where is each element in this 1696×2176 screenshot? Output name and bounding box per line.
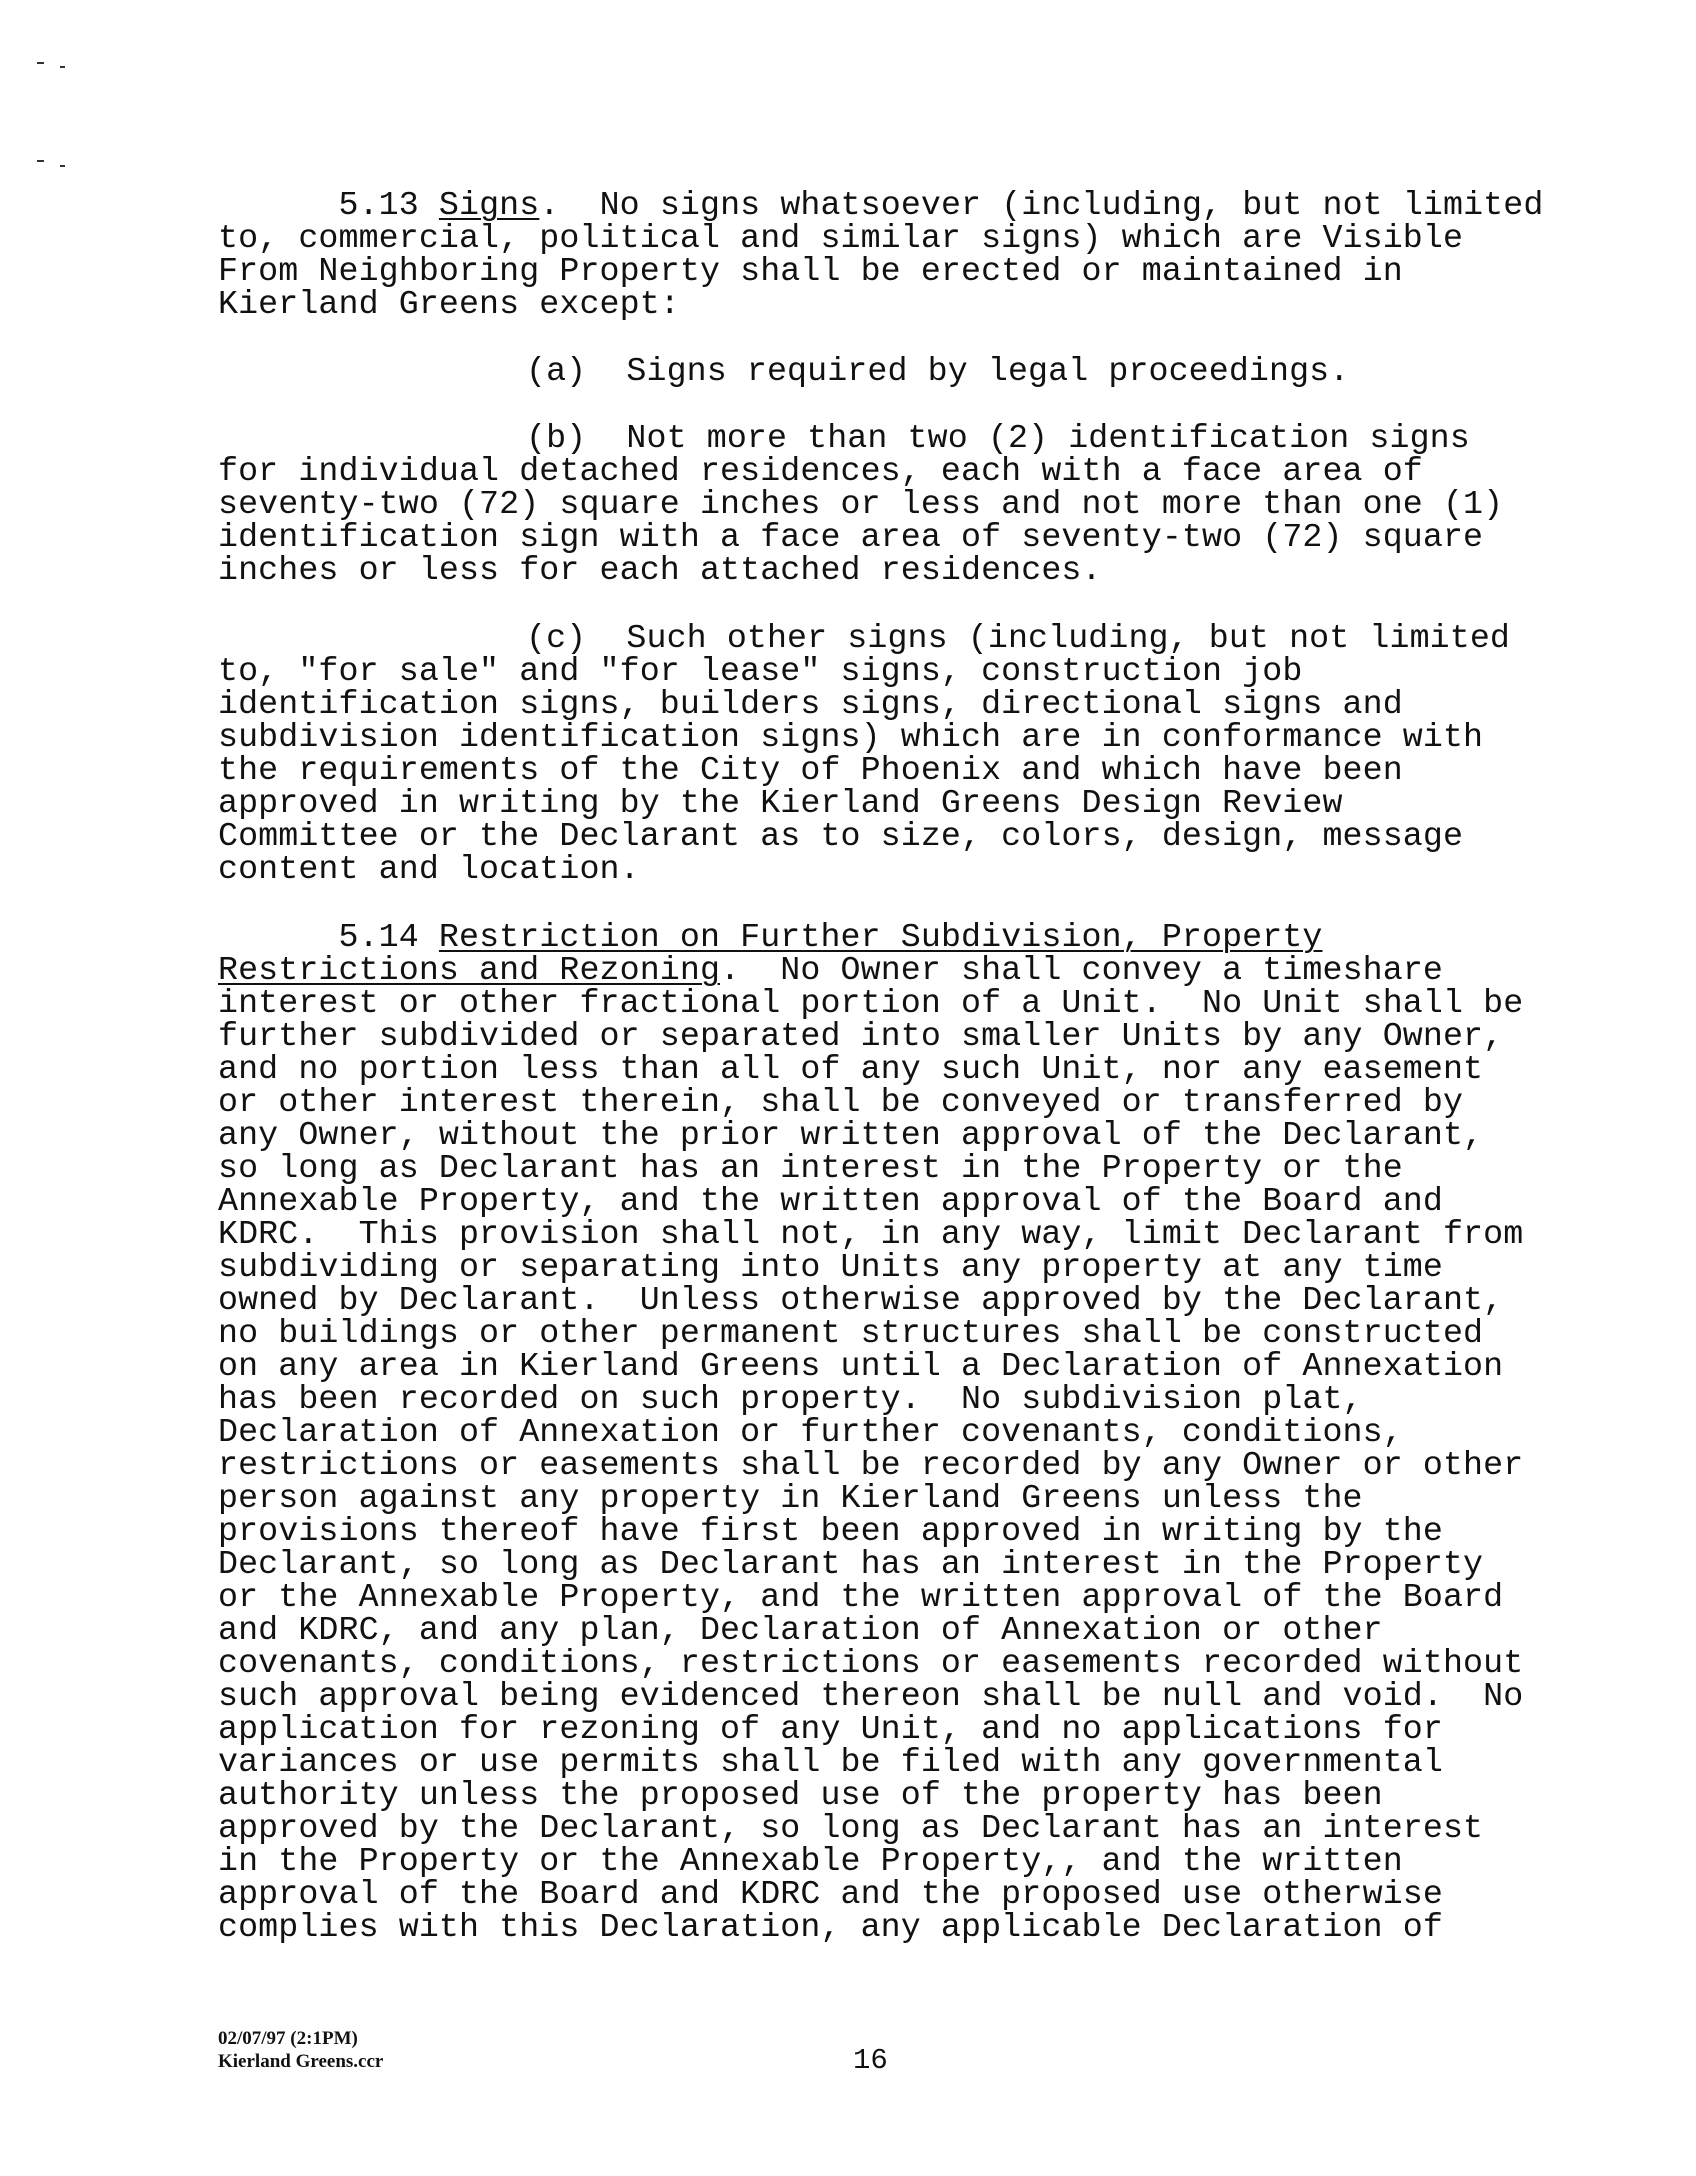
footer-filename: Kierland Greens.ccr xyxy=(218,2051,384,2072)
section-number: 5.14 xyxy=(338,918,419,956)
scan-mark xyxy=(37,160,44,162)
body-line: From Neighboring Property shall be erected or maintained in xyxy=(218,252,1403,290)
scan-mark xyxy=(37,62,44,64)
body-line: any Owner, without the prior written approval of the Declarant, xyxy=(218,1116,1484,1154)
body-line: application for rezoning of any Unit, and no applications for xyxy=(218,1710,1443,1748)
section-intro-text: No signs whatsoever (including, but not limited xyxy=(599,186,1544,224)
body-line: in the Property or the Annexable Property,, and the written xyxy=(218,1842,1403,1880)
list-item-c: (c) Such other signs (including, but not limited xyxy=(526,619,1510,657)
body-line: covenants, conditions, restrictions or easements recorded without xyxy=(218,1644,1524,1682)
body-line: identification sign with a face area of seventy-two (72) square xyxy=(218,518,1484,556)
body-line: further subdivided or separated into smaller Units by any Owner, xyxy=(218,1017,1504,1055)
body-line: or other interest therein, shall be conveyed or transferred by xyxy=(218,1083,1464,1121)
body-line: approved by the Declarant, so long as Declarant has an interest xyxy=(218,1809,1484,1847)
body-line: or the Annexable Property, and the written approval of the Board xyxy=(218,1578,1504,1616)
body-line: for individual detached residences, each with a face area of xyxy=(218,452,1423,490)
body-line: subdividing or separating into Units any property at any time xyxy=(218,1248,1443,1286)
section-title-continued: Restrictions and Rezoning xyxy=(218,951,721,989)
body-line: provisions thereof have first been approved in writing by the xyxy=(218,1512,1443,1550)
body-line: content and location. xyxy=(218,850,640,888)
body-line: so long as Declarant has an interest in the Property or the xyxy=(218,1149,1403,1187)
body-line: person against any property in Kierland Greens unless the xyxy=(218,1479,1363,1517)
body-line: seventy-two (72) square inches or less and not more than one (1) xyxy=(218,485,1504,523)
body-line: on any area in Kierland Greens until a Declaration of Annexation xyxy=(218,1347,1504,1385)
body-line: such approval being evidenced thereon shall be null and void. No xyxy=(218,1677,1524,1715)
section-5-14-title-line-2: Restrictions and Rezoning. No Owner shall convey a timeshare xyxy=(218,951,1443,989)
section-5-14-heading-line xyxy=(218,918,1323,956)
body-line: Annexable Property, and the written approval of the Board and xyxy=(218,1182,1443,1220)
body-line: the requirements of the City of Phoenix and which have been xyxy=(218,751,1403,789)
body-line: authority unless the proposed use of the property has been xyxy=(218,1776,1383,1814)
body-line: Declarant, so long as Declarant has an interest in the Property xyxy=(218,1545,1484,1583)
body-line: and no portion less than all of any such Unit, nor any easement xyxy=(218,1050,1484,1088)
body-line: restrictions or easements shall be recorded by any Owner or other xyxy=(218,1446,1524,1484)
body-line: to, "for sale" and "for lease" signs, construction job xyxy=(218,652,1303,690)
page-number: 16 xyxy=(853,2044,888,2077)
list-item-b: (b) Not more than two (2) identification signs xyxy=(526,419,1470,457)
body-line: identification signs, builders signs, directional signs and xyxy=(218,685,1403,723)
body-line: approval of the Board and KDRC and the proposed use otherwise xyxy=(218,1875,1443,1913)
body-line: KDRC. This provision shall not, in any way, limit Declarant from xyxy=(218,1215,1524,1253)
footer-date: 02/07/97 (2:1PM) xyxy=(218,2028,358,2049)
body-line: and KDRC, and any plan, Declaration of Annexation or other xyxy=(218,1611,1383,1649)
scan-mark xyxy=(60,165,65,167)
body-line: inches or less for each attached residences. xyxy=(218,551,1102,589)
body-line: approved in writing by the Kierland Greens Design Review xyxy=(218,784,1343,822)
body-line: Declaration of Annexation or further covenants, conditions, xyxy=(218,1413,1403,1451)
body-line: Committee or the Declarant as to size, colors, design, message xyxy=(218,817,1464,855)
list-item-a: (a) Signs required by legal proceedings. xyxy=(526,352,1350,390)
body-line: to, commercial, political and similar signs) which are Visible xyxy=(218,219,1464,257)
scan-mark xyxy=(60,66,65,68)
section-title: Signs xyxy=(438,186,540,224)
body-line: variances or use permits shall be filed with any governmental xyxy=(218,1743,1443,1781)
section-title: Restriction on Further Subdivision, Property xyxy=(438,918,1323,956)
body-line: interest or other fractional portion of a Unit. No Unit shall be xyxy=(218,984,1524,1022)
body-line: owned by Declarant. Unless otherwise approved by the Declarant, xyxy=(218,1281,1504,1319)
section-intro-text: No Owner shall convey a timeshare xyxy=(780,951,1443,989)
body-line: subdivision identification signs) which are in conformance with xyxy=(218,718,1484,756)
body-line: no buildings or other permanent structures shall be constructed xyxy=(218,1314,1484,1352)
body-line: has been recorded on such property. No subdivision plat, xyxy=(218,1380,1363,1418)
section-number: 5.13 xyxy=(338,186,419,224)
section-5-13-heading-line: 5.13 Signs. No signs whatsoever (including, but not limited xyxy=(338,186,1544,224)
body-line: Kierland Greens except: xyxy=(218,285,680,323)
body-line: complies with this Declaration, any applicable Declaration of xyxy=(218,1908,1443,1946)
